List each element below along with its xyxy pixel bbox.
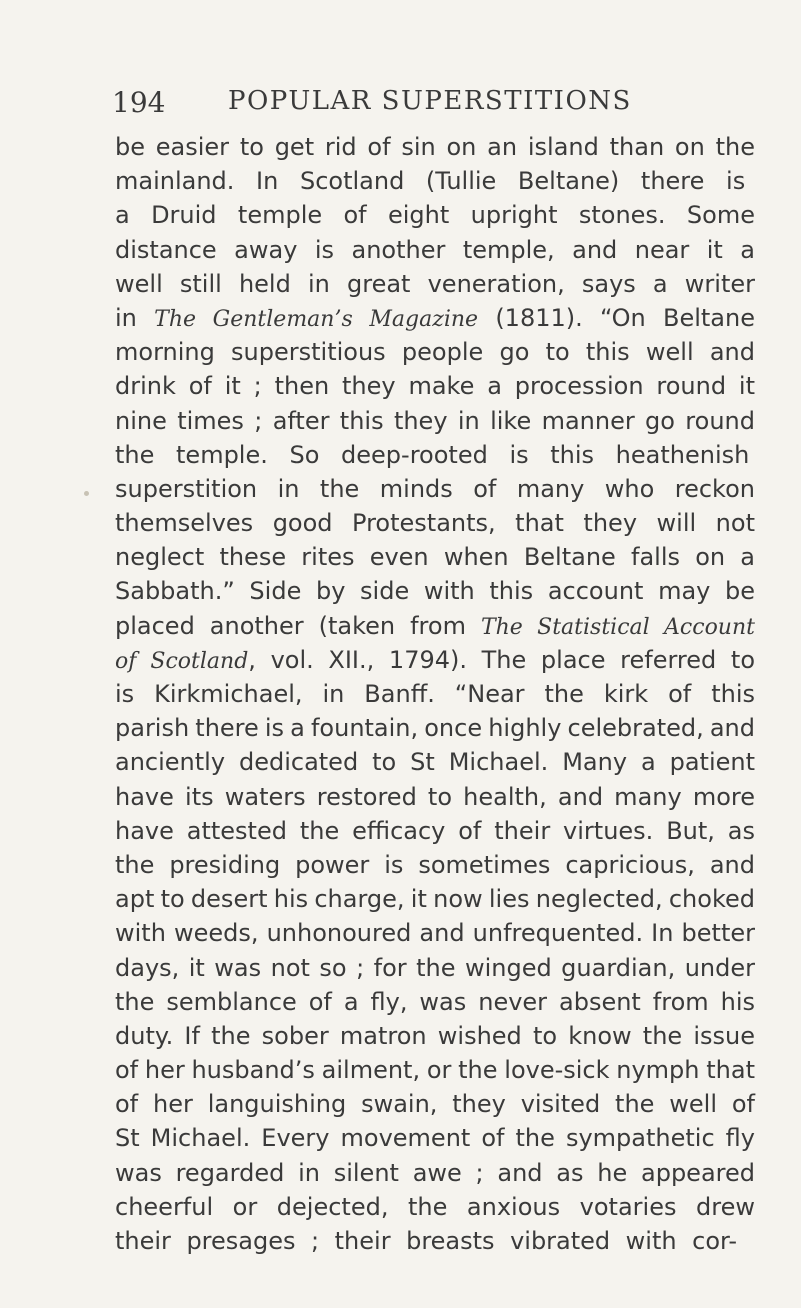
text-line: of her languishing swain, they visited the well of <box>115 1090 755 1119</box>
text-line: St Michael. Every movement of the sympathetic fly <box>115 1124 755 1153</box>
text-line: of her husband’s ailment, or the love-sick nymph that <box>115 1056 755 1085</box>
text-line: well still held in great veneration, says a writer <box>115 269 755 298</box>
text-line: neglect these rites even when Beltane falls on a <box>115 543 755 572</box>
page-number: 194 <box>112 86 166 119</box>
italic-title: The Gentleman’s Magazine <box>154 306 479 332</box>
text-line: is Kirkmichael, in Banff. “Near the kirk of this <box>115 680 755 708</box>
italic-title: The Statistical Account <box>480 614 755 640</box>
text-line: drink of it ; then they make a procession round it <box>115 372 755 401</box>
page-header <box>112 86 732 126</box>
text-line: have its waters restored to health, and many more <box>115 782 755 811</box>
margin-speck <box>84 491 89 496</box>
text-line: apt to desert his charge, it now lies neglected, choked <box>115 885 755 914</box>
text-line: parish there is a fountain, once highly celebrated, and <box>115 714 755 743</box>
text-line: a Druid temple of eight upright stones. Some <box>115 201 755 230</box>
text-line: nine times ; after this they in like manner go round <box>115 406 755 435</box>
text-line: distance away is another temple, and near it a <box>115 235 755 264</box>
text-line: of Scotland, vol. XII., 1794). The place referred to <box>115 645 756 674</box>
text-line: morning superstitious people go to this well and <box>115 338 755 367</box>
text-line: have attested the efficacy of their virtues. But, as <box>115 816 755 845</box>
italic-title: of Scotland <box>115 648 249 674</box>
text-line: mainland. In Scotland (Tullie Beltane) there is <box>115 167 746 196</box>
text-line: duty. If the sober matron wished to know the issue <box>115 1021 755 1050</box>
body-text <box>115 130 755 1258</box>
text-line: the semblance of a fly, was never absent from his <box>115 987 755 1016</box>
text-line: was regarded in silent awe ; and as he appeared <box>115 1158 755 1187</box>
text-line: the presiding power is sometimes capricious, and <box>115 850 755 879</box>
text-line: the temple. So deep-rooted is this heathenish <box>115 440 750 469</box>
text-line: their presages ; their breasts vibrated with cor- <box>115 1227 737 1255</box>
text-line: with weeds, unhonoured and unfrequented. In better <box>115 919 755 948</box>
running-head: POPULAR SUPERSTITIONS <box>228 86 632 116</box>
text-line: cheerful or dejected, the anxious votaries drew <box>115 1192 755 1221</box>
text-line: be easier to get rid of sin on an island than on the <box>115 133 755 161</box>
text-line: themselves good Protestants, that they will not <box>115 509 755 538</box>
text-line: Sabbath.” Side by side with this account may be <box>115 577 755 606</box>
text-line: days, it was not so ; for the winged guardian, under <box>115 953 755 982</box>
text-line: superstition in the minds of many who reckon <box>115 474 755 503</box>
text-line: in The Gentleman’s Magazine (1811). “On Beltane <box>115 303 755 332</box>
text-line: placed another (taken from The Statistical Account <box>115 611 755 640</box>
text-line: anciently dedicated to St Michael. Many a patient <box>115 748 755 777</box>
